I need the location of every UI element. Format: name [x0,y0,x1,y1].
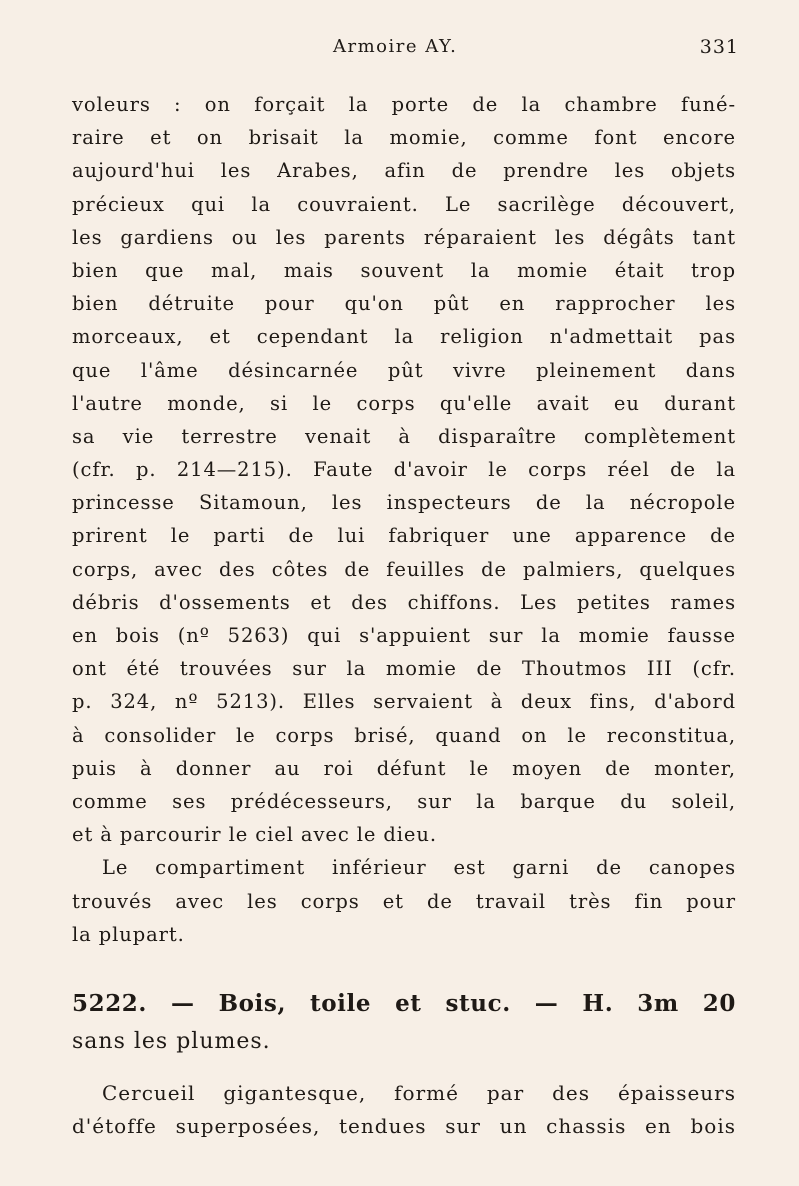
text-line: puis à donner au roi défunt le moyen de monter, [72,756,736,780]
text-line: voleurs : on forçait la porte de la chambre funé- [72,93,736,116]
text-line: princesse Sitamoun, les inspecteurs de la nécropole [72,491,736,515]
text-line: prirent le parti de lui fabriquer une apparence de [72,524,736,548]
paragraph-start-line: Le compartiment inférieur est garni de canopes [102,856,736,880]
paragraph-start-line: Cercueil gigantesque, formé par des épaisseurs [102,1081,736,1105]
paragraph-end-line: la plupart. [72,922,185,946]
text-line: sa vie terrestre venait à disparaître complètement [72,424,736,448]
entry-title: 5222. — Bois, toile et stuc. — H. 3m 20 [72,990,736,1017]
page-number: 331 [699,36,739,58]
text-line: raire et on brisait la momie, comme font encore [72,126,736,150]
text-line: en bois (nº 5263) qui s'appuient sur la momie fausse [72,624,736,647]
text-line: précieux qui la couvraient. Le sacrilège découvert, [72,192,736,216]
text-line: aujourd'hui les Arabes, afin de prendre les objets [72,159,736,183]
text-line: morceaux, et cependant la religion n'admettait pas [72,325,736,349]
paragraph-end-line: et à parcourir le ciel avec le dieu. [72,823,437,847]
text-line: comme ses prédécesseurs, sur la barque du soleil, [72,789,736,813]
text-line: bien détruite pour qu'on pût en rapprocher les [72,292,736,316]
text-line: ont été trouvées sur la momie de Thoutmos III (cfr. [72,657,736,681]
entry-subtitle: sans les plumes. [72,1029,271,1054]
text-line: débris d'ossements et des chiffons. Les petites rames [72,590,736,614]
text-line: bien que mal, mais souvent la momie était trop [72,258,736,282]
text-line: que l'âme désincarnée pût vivre pleinement dans [72,358,736,382]
text-line: d'étoffe superposées, tendues sur un chassis en bois [72,1114,736,1139]
text-line: p. 324, nº 5213). Elles servaient à deux fins, d'abord [72,690,736,714]
text-line: l'autre monde, si le corps qu'elle avait eu durant [72,391,736,415]
text-line: corps, avec des côtes de feuilles de palmiers, quelques [72,557,736,581]
text-line: les gardiens ou les parents réparaient les dégâts tant [72,225,736,249]
entry-description [72,1077,736,1143]
page-header [0,36,799,66]
text-line: (cfr. p. 214—215). Faute d'avoir le corps réel de la [72,458,736,482]
catalog-entry-heading [72,985,736,1061]
running-title: Armoire AY. [333,36,458,57]
text-line: à consolider le corps brisé, quand on le reconstitua, [72,723,736,747]
text-line: trouvés avec les corps et de travail très fin pour [72,889,736,913]
body-text [72,88,736,951]
